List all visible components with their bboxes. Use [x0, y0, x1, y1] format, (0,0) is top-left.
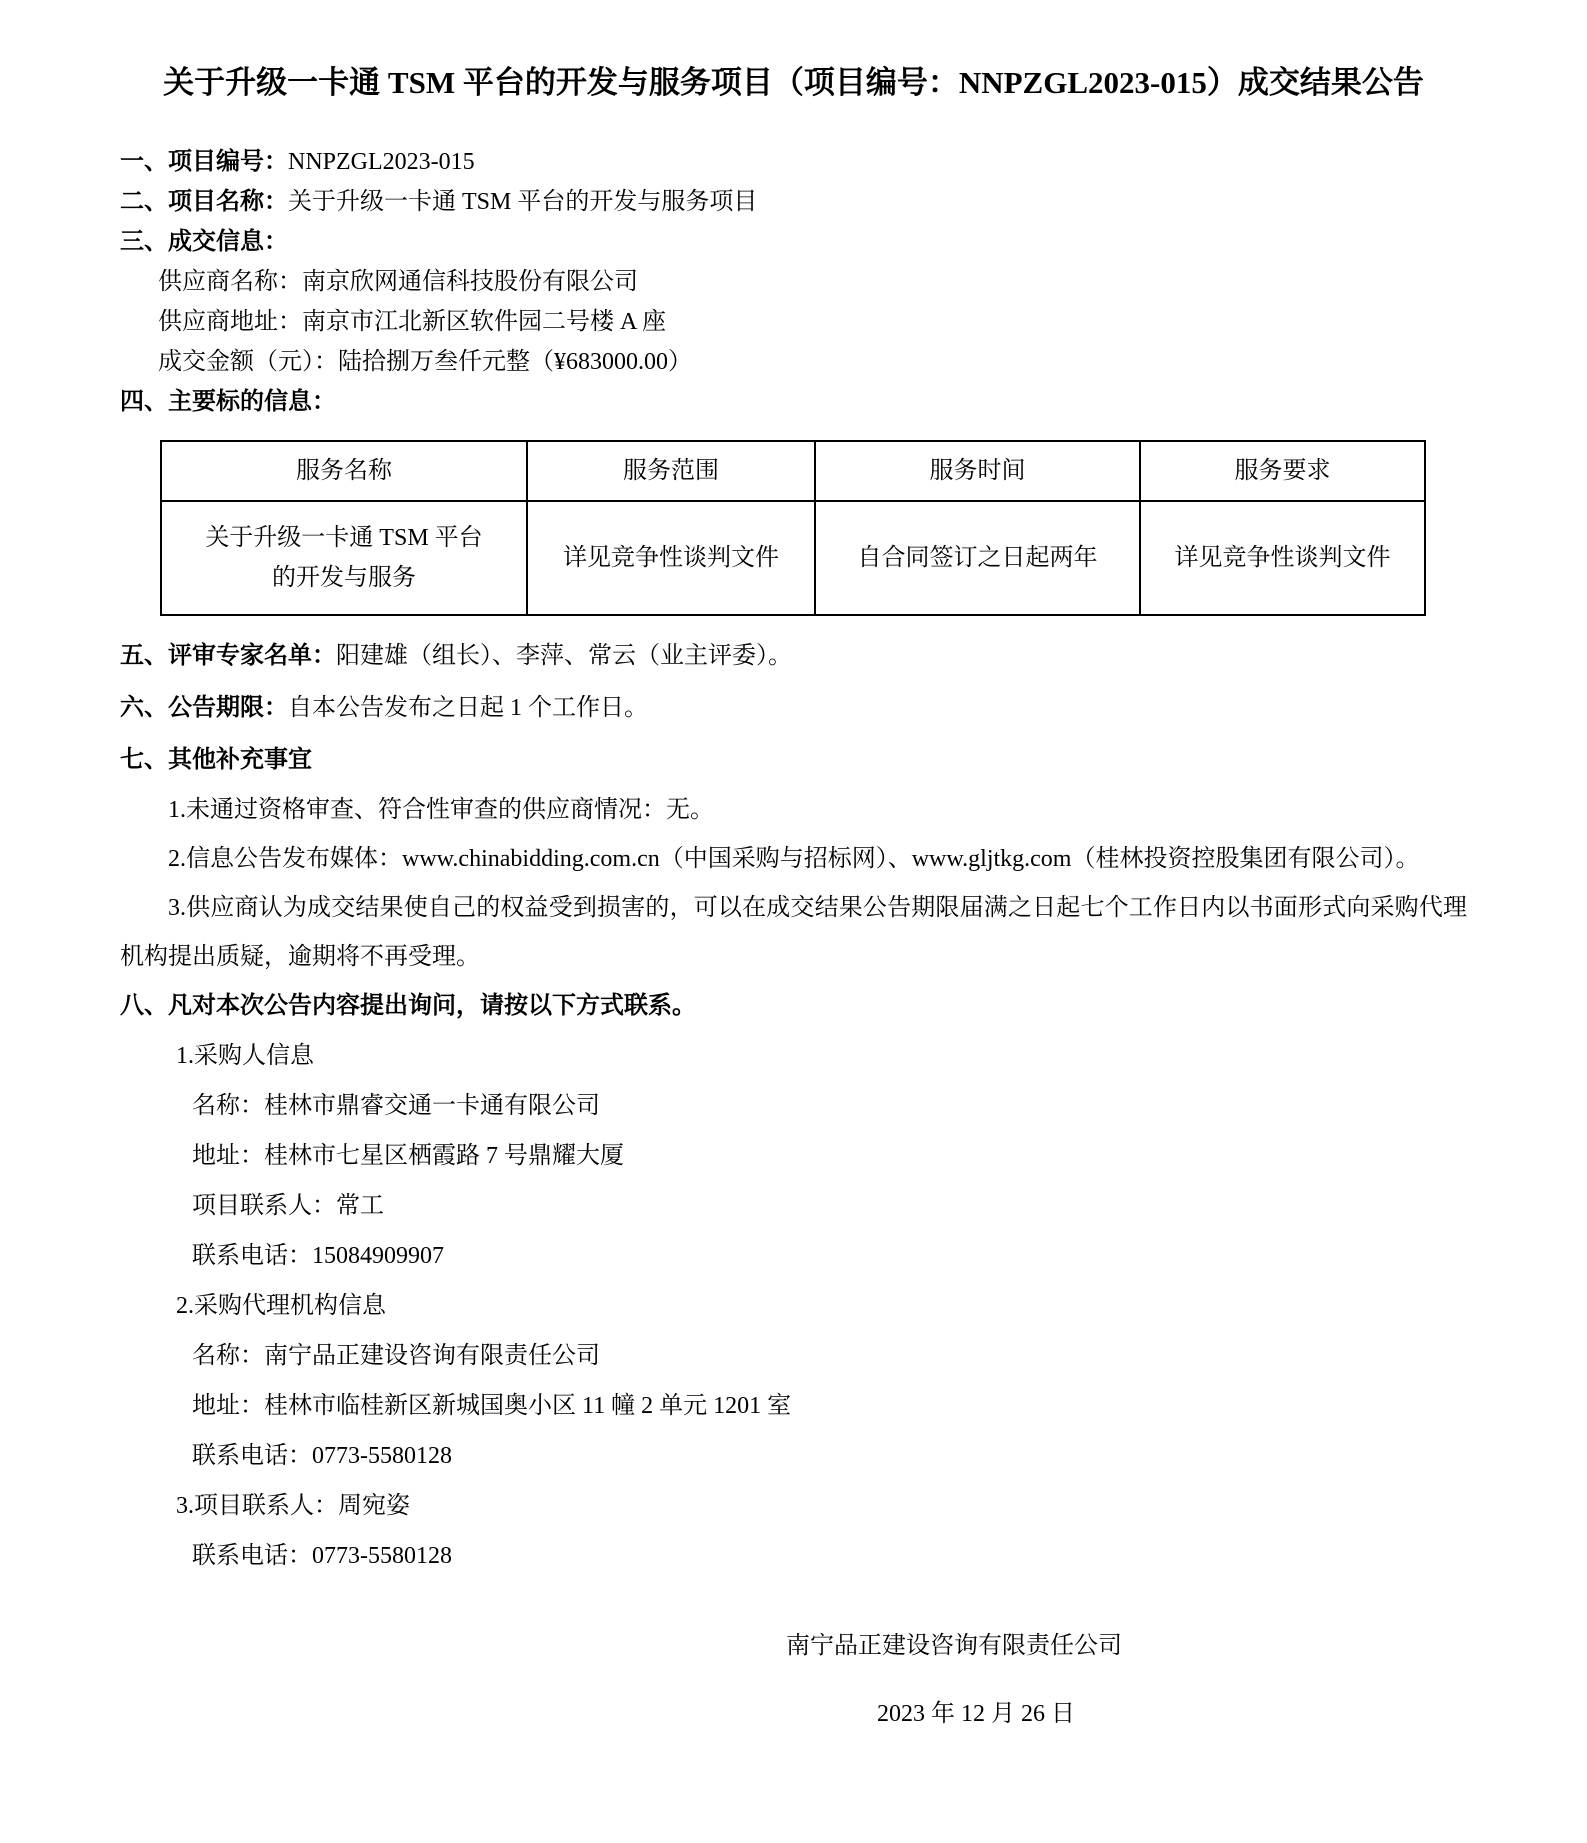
award-amount-line: 成交金额（元）：陆拾捌万叁仟元整（¥683000.00） — [158, 349, 692, 375]
footer-company: 南宁品正建设咨询有限责任公司 — [786, 1633, 1122, 1659]
agency-address-line: 地址：桂林市临桂新区新城国奥小区 11 幢 2 单元 1201 室 — [192, 1393, 792, 1419]
other-matters-heading: 七、其他补充事宜 — [120, 747, 312, 773]
footer-date: 2023 年 12 月 26 日 — [877, 1701, 1075, 1727]
table-header-row — [161, 441, 1425, 501]
purchaser-phone-line: 联系电话：15084909907 — [192, 1243, 444, 1269]
project-number-label: 一、项目编号： — [120, 149, 288, 175]
table-header-service-name: 服务名称 — [161, 441, 527, 501]
table-cell-service-name: 关于升级一卡通 TSM 平台的开发与服务 — [161, 501, 527, 615]
document-title: 关于升级一卡通 TSM 平台的开发与服务项目（项目编号：NNPZGL2023-015）成交结果公告 — [163, 65, 1424, 100]
award-info-heading: 三、成交信息： — [120, 229, 288, 255]
project-number-line — [120, 142, 1467, 182]
table-cell-service-time: 自合同签订之日起两年 — [815, 501, 1140, 615]
review-experts-line — [120, 630, 1467, 682]
announcement-period-line — [120, 682, 1467, 734]
table-row — [161, 501, 1425, 615]
subject-table — [160, 440, 1426, 616]
announcement-period-label: 六、公告期限： — [120, 695, 288, 721]
other-matter-item-1: 1.未通过资格审查、符合性审查的供应商情况：无。 — [168, 797, 714, 823]
agency-info-title: 2.采购代理机构信息 — [176, 1293, 386, 1319]
table-cell-service-scope: 详见竞争性谈判文件 — [527, 501, 815, 615]
other-matter-item-2: 2.信息公告发布媒体：www.chinabidding.com.cn（中国采购与招标网）、www.gljtkg.com（桂林投资控股集团有限公司）。 — [168, 846, 1420, 872]
project-contact-title: 3.项目联系人：周宛姿 — [176, 1493, 410, 1519]
project-name-value: 关于升级一卡通 TSM 平台的开发与服务项目 — [288, 189, 758, 215]
table-header-service-requirement: 服务要求 — [1140, 441, 1425, 501]
project-name-line — [120, 182, 1467, 222]
project-number-value: NNPZGL2023-015 — [288, 149, 475, 175]
subject-info-heading: 四、主要标的信息： — [120, 389, 336, 415]
purchaser-info-title: 1.采购人信息 — [176, 1043, 314, 1069]
review-experts-value: 阳建雄（组长）、李萍、常云（业主评委）。 — [336, 643, 792, 669]
project-name-label: 二、项目名称： — [120, 189, 288, 215]
purchaser-contact-person-line: 项目联系人：常工 — [192, 1193, 384, 1219]
table-header-service-scope: 服务范围 — [527, 441, 815, 501]
review-experts-label: 五、评审专家名单： — [120, 643, 336, 669]
table-cell-service-requirement: 详见竞争性谈判文件 — [1140, 501, 1425, 615]
contact-section-heading: 八、凡对本次公告内容提出询问，请按以下方式联系。 — [120, 993, 696, 1019]
purchaser-address-line: 地址：桂林市七星区栖霞路 7 号鼎耀大厦 — [192, 1143, 624, 1169]
purchaser-name-line: 名称：桂林市鼎睿交通一卡通有限公司 — [192, 1093, 600, 1119]
announcement-period-value: 自本公告发布之日起 1 个工作日。 — [288, 695, 648, 721]
supplier-name-line: 供应商名称：南京欣网通信科技股份有限公司 — [158, 269, 638, 295]
agency-name-line: 名称：南宁品正建设咨询有限责任公司 — [192, 1343, 600, 1369]
supplier-address-line: 供应商地址：南京市江北新区软件园二号楼 A 座 — [158, 309, 667, 335]
other-matter-item-3: 3.供应商认为成交结果使自己的权益受到损害的，可以在成交结果公告期限届满之日起七个工作日内以书面形式向采购代理机构提出质疑，逾期将不再受理。 — [120, 895, 1467, 970]
agency-phone-line: 联系电话：0773-5580128 — [192, 1443, 452, 1469]
project-contact-phone-line: 联系电话：0773-5580128 — [192, 1543, 452, 1569]
table-header-service-time: 服务时间 — [815, 441, 1140, 501]
